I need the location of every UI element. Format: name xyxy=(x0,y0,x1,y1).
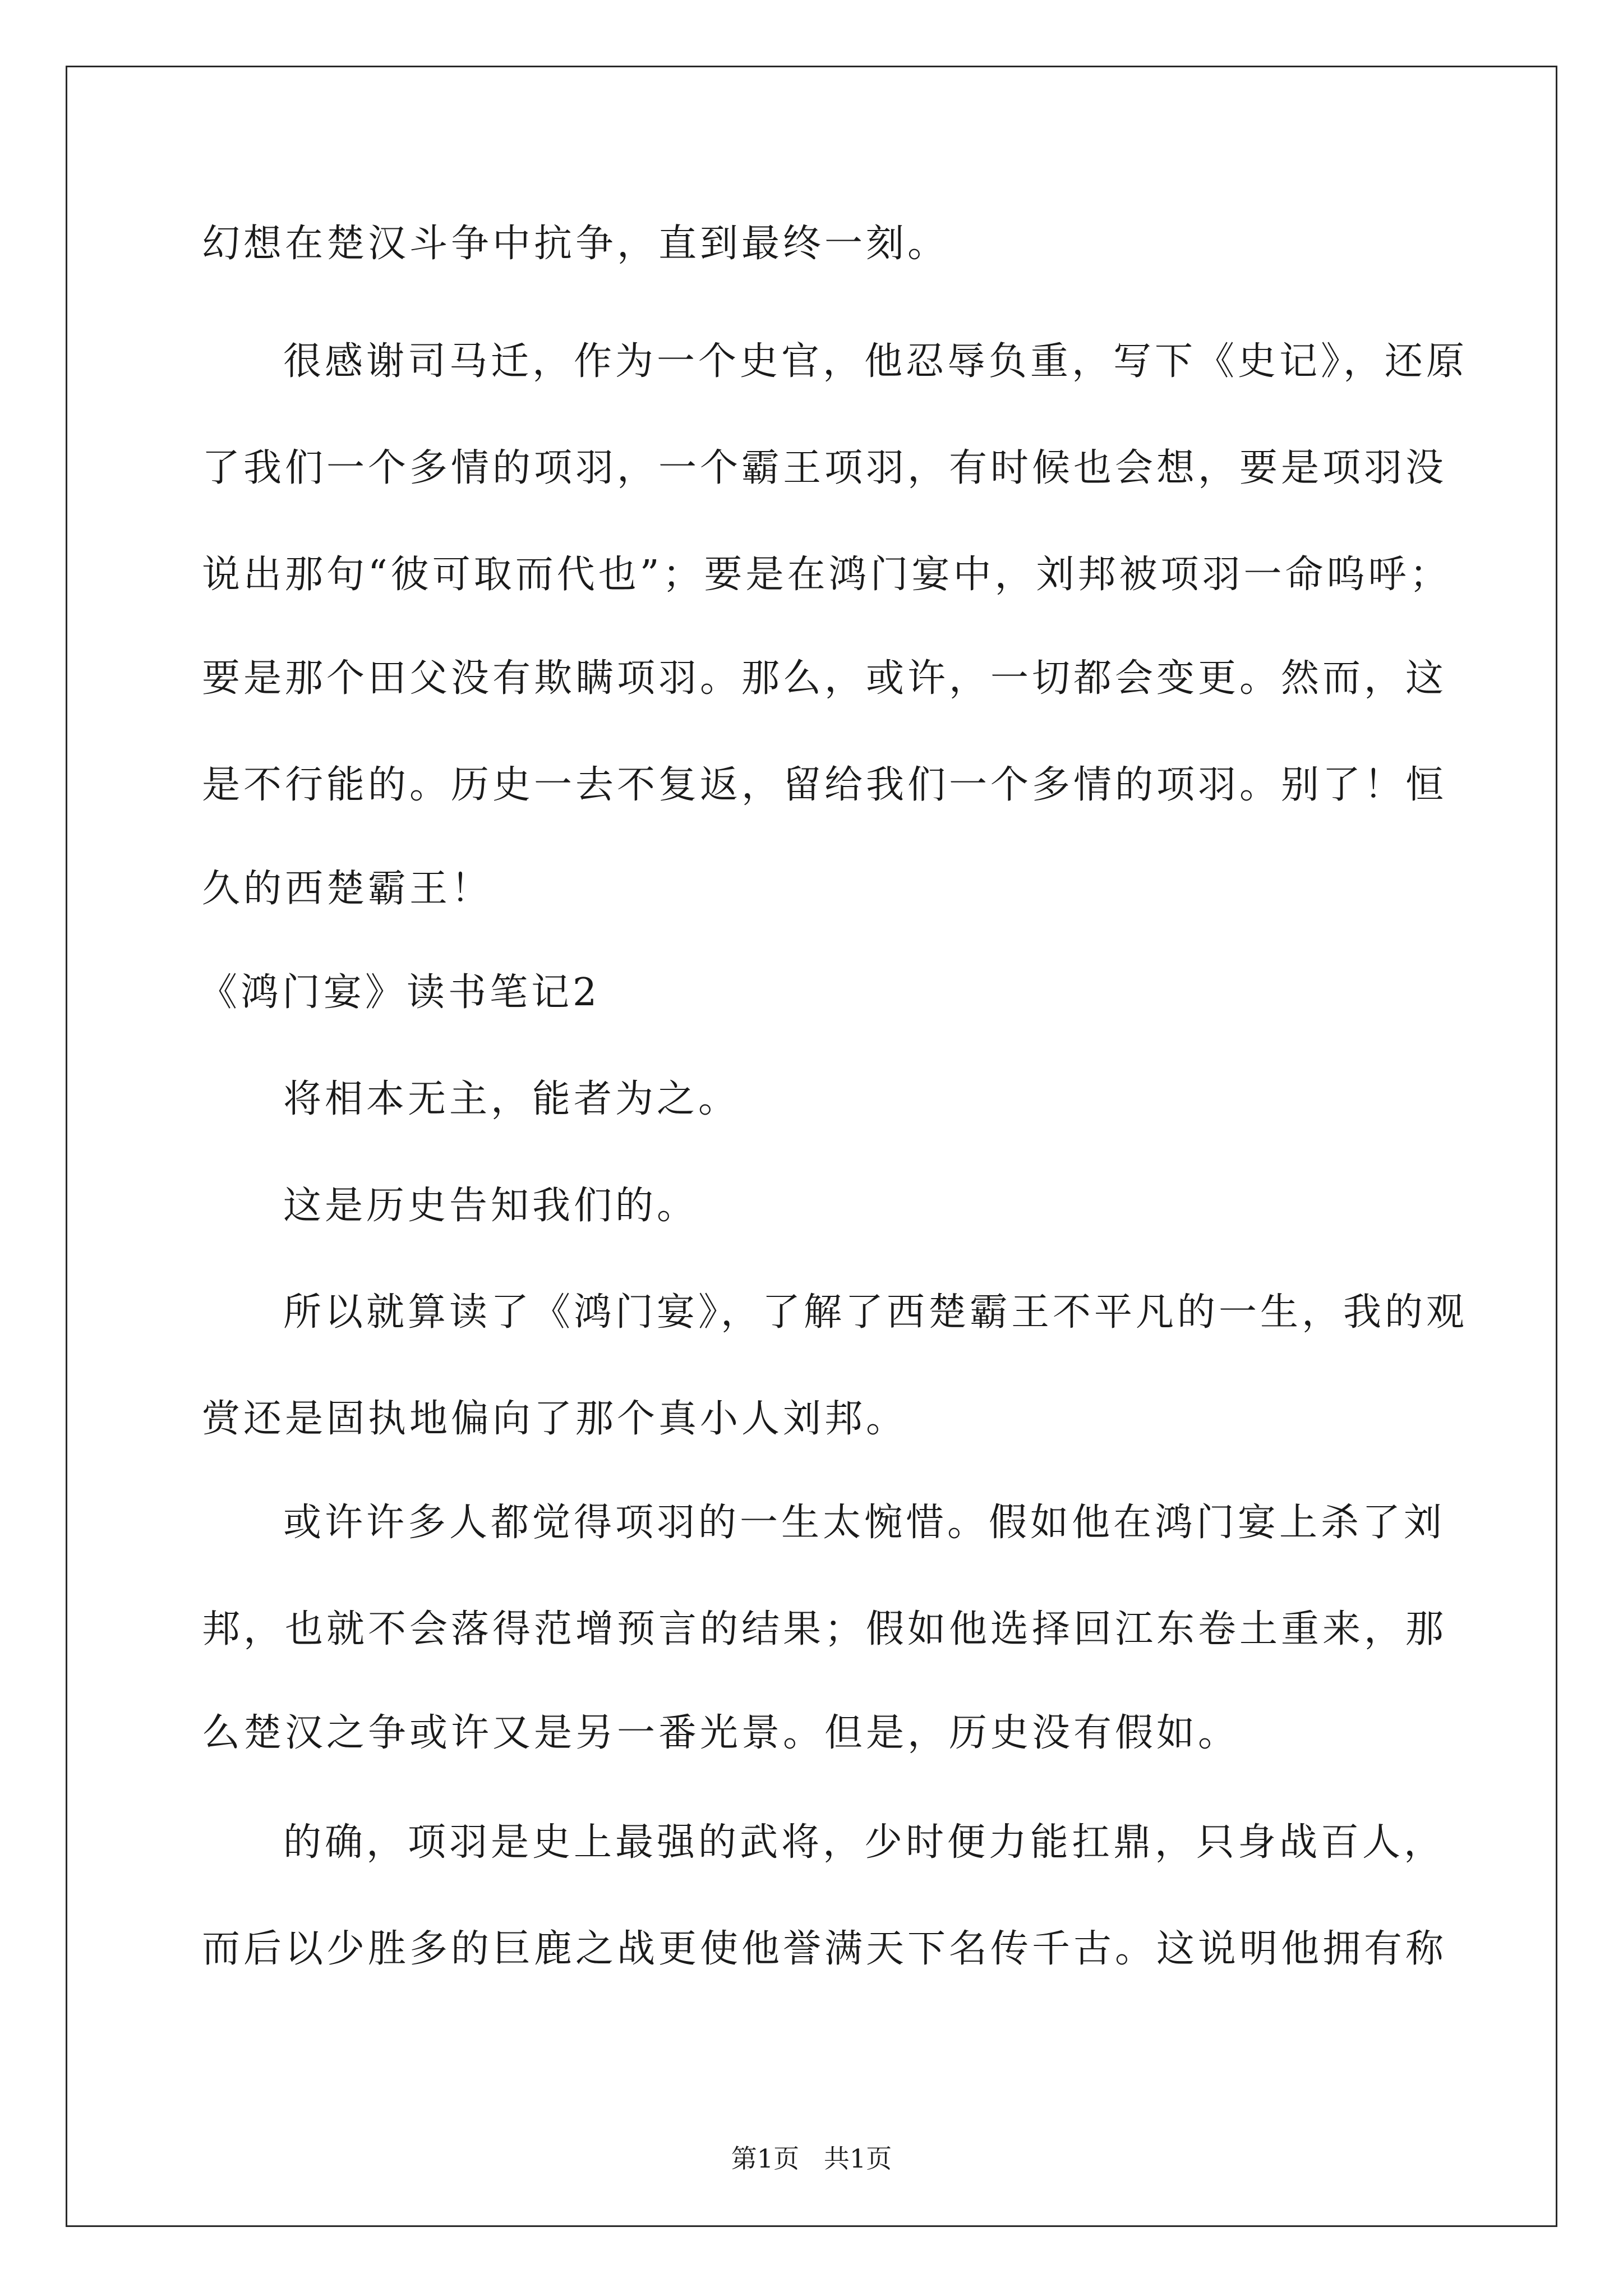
page-number-footer: 第1页 共1页 xyxy=(731,2143,892,2174)
body-line: 而后以少胜多的巨鹿之战更使他誉满天下名传千古。这说明他拥有称 xyxy=(202,1927,1447,1971)
section-heading: 《鸿门宴》读书笔记2 xyxy=(199,970,601,1015)
paragraph-first-line: 这是历史告知我们的。 xyxy=(283,1184,699,1228)
body-line: 幻想在楚汉斗争中抗争，直到最终一刻。 xyxy=(202,222,949,266)
body-line: 久的西楚霸王！ xyxy=(202,867,493,911)
body-line: 是不行能的。历史一去不复返，留给我们一个多情的项羽。别了！恒 xyxy=(202,763,1447,807)
page-border xyxy=(66,66,1557,2227)
paragraph-first-line: 将相本无主，能者为之。 xyxy=(283,1077,740,1121)
body-line: 邦，也就不会落得范增预言的结果；假如他选择回江东卷土重来，那 xyxy=(202,1607,1447,1651)
body-line: 赏还是固执地偏向了那个真小人刘邦。 xyxy=(202,1397,908,1441)
paragraph-first-line: 很感谢司马迁，作为一个史官，他忍辱负重，写下《史记》，还原 xyxy=(283,339,1468,384)
paragraph-first-line: 所以就算读了《鸿门宴》，了解了西楚霸王不平凡的一生，我的观 xyxy=(283,1290,1468,1335)
paragraph-first-line: 的确，项羽是史上最强的武将，少时便力能扛鼎，只身战百人， xyxy=(283,1820,1446,1865)
body-line: 说出那句“彼可取而代也”；要是在鸿门宴中，刘邦被项羽一命呜呼； xyxy=(202,553,1451,597)
body-line: 么楚汉之争或许又是另一番光景。但是，历史没有假如。 xyxy=(202,1711,1240,1755)
paragraph-first-line: 或许许多人都觉得项羽的一生太惋惜。假如他在鸿门宴上杀了刘 xyxy=(283,1501,1446,1545)
body-line: 了我们一个多情的项羽，一个霸王项羽，有时候也会想，要是项羽没 xyxy=(202,446,1447,490)
body-line: 要是那个田父没有欺瞒项羽。那么，或许，一切都会变更。然而，这 xyxy=(202,656,1447,701)
